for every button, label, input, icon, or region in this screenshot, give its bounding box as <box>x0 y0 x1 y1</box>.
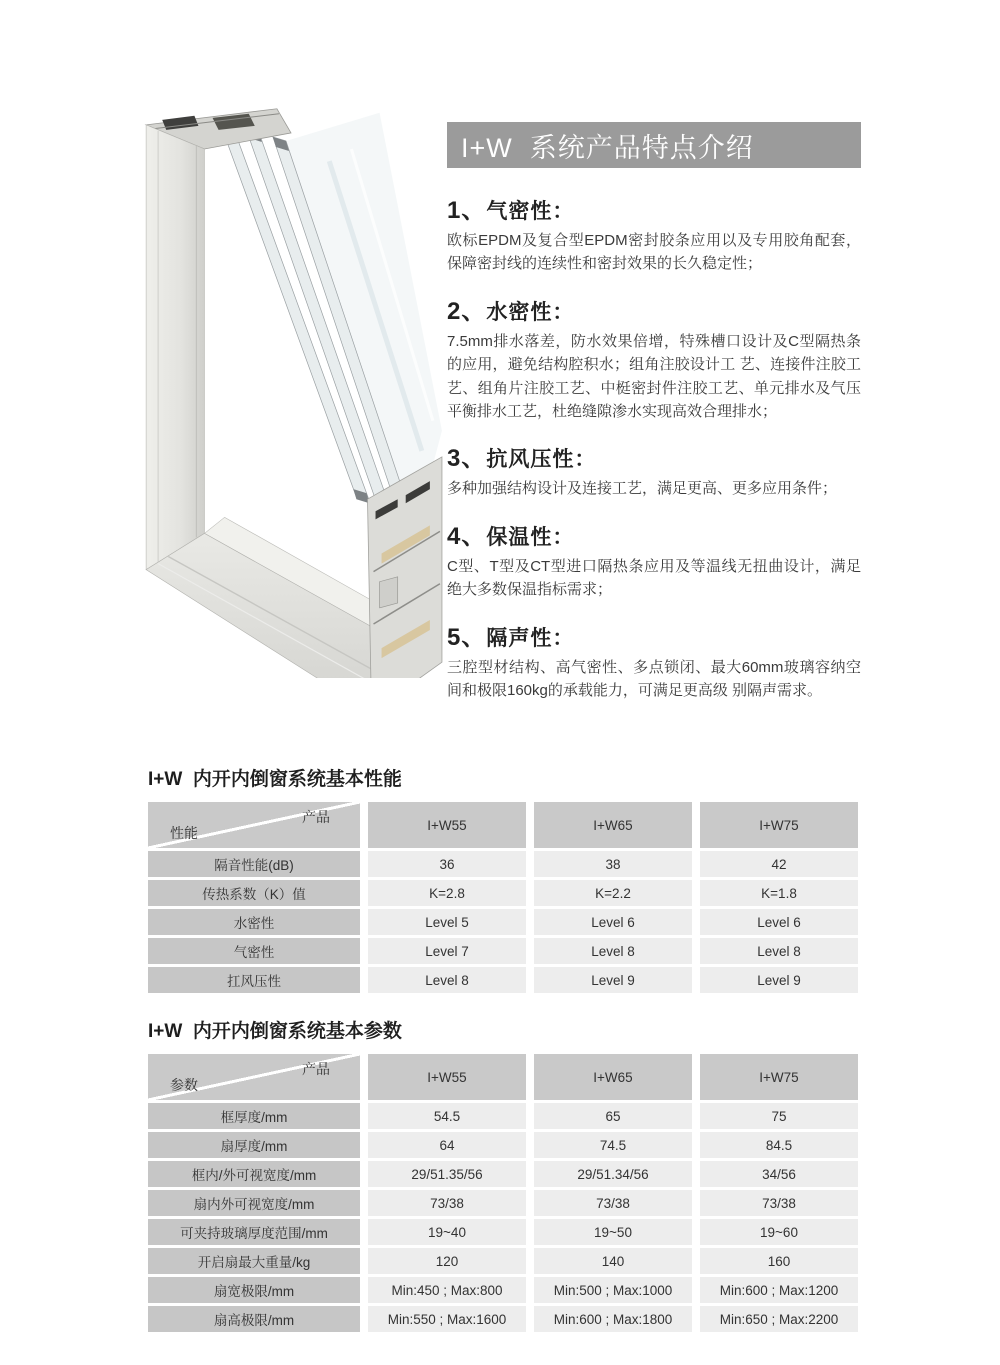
table-cell: Min:650 ; Max:2200 <box>700 1306 858 1332</box>
row-label: 扇厚度/mm <box>148 1132 360 1158</box>
row-label: 扛风压性 <box>148 967 360 993</box>
table-cell: Min:600 ; Max:1800 <box>534 1306 692 1332</box>
row-label: 气密性 <box>148 938 360 964</box>
feature-number: 2、 <box>447 297 487 325</box>
window-profile-image <box>128 98 450 678</box>
feature-heading <box>447 291 861 326</box>
row-label: 框内/外可视宽度/mm <box>148 1161 360 1187</box>
row-label: 水密性 <box>148 909 360 935</box>
feature-item <box>447 190 861 276</box>
table-cell: 120 <box>368 1248 526 1274</box>
feature-body: 7.5mm排水落差，防水效果倍增，特殊槽口设计及C型隔热条的应用，避免结构腔积水；组角注胶设计工 艺、连接件注胶工艺、组角片注胶工艺、中梃密封件注胶工艺、单元排水及气压平衡排水工艺，杜绝缝隙渗水实现高效合理排水； <box>447 332 861 420</box>
window-profile-illustration <box>128 98 450 678</box>
row-label: 扇内外可视宽度/mm <box>148 1190 360 1216</box>
feature-title: 抗风压性： <box>486 448 597 472</box>
table-cell: 140 <box>534 1248 692 1274</box>
feature-number: 5、 <box>447 623 487 651</box>
feature-title: 水密性： <box>486 300 575 324</box>
feature-body: C型、T型及CT型进口隔热条应用及等温线无扭曲设计，满足绝大多数保温指标需求； <box>447 557 861 599</box>
table-cell: 38 <box>534 851 692 877</box>
feature-number: 1、 <box>447 197 487 224</box>
feature-heading <box>447 516 861 551</box>
table-cell: Level 7 <box>368 938 526 964</box>
table-cell: 19~60 <box>700 1219 858 1245</box>
column-header: I+W55 <box>368 1054 526 1100</box>
parameter-table-title: I+W 内开内倒窗系统基本参数 <box>148 1021 402 1042</box>
feature-title: 气密性： <box>486 200 575 223</box>
corner-label-product: 产品 <box>302 1061 330 1077</box>
table-cell: Level 5 <box>368 909 526 935</box>
feature-heading <box>447 438 861 473</box>
corner-header-cell <box>148 802 360 848</box>
parameter-table <box>148 1054 858 1332</box>
column-header: I+W75 <box>700 802 858 848</box>
feature-body: 三腔型材结构、高气密性、多点锁闭、最大60mm玻璃容纳空间和极限160kg的承载能力，可满足更高级 别隔声需求。 <box>447 658 861 699</box>
table-cell: K=1.8 <box>700 880 858 906</box>
column-header: I+W75 <box>700 1054 858 1100</box>
feature-body: 多种加强结构设计及连接工艺，满足更高、更多应用条件； <box>447 480 838 498</box>
table-cell: 73/38 <box>534 1190 692 1216</box>
feature-number: 4、 <box>447 522 487 550</box>
table-cell: 29/51.35/56 <box>368 1161 526 1187</box>
table-cell: Min:550 ; Max:1600 <box>368 1306 526 1332</box>
feature-title: 保温性： <box>486 525 575 549</box>
page-title-bar <box>447 122 861 168</box>
table-cell: 73/38 <box>700 1190 858 1216</box>
table-cell: 75 <box>700 1103 858 1129</box>
table-cell: 19~40 <box>368 1219 526 1245</box>
table-cell: Level 6 <box>700 909 858 935</box>
feature-section <box>447 122 861 717</box>
feature-item <box>447 438 861 500</box>
table-cell: 54.5 <box>368 1103 526 1129</box>
table-cell: K=2.8 <box>368 880 526 906</box>
row-label: 传热系数（K）值 <box>148 880 360 906</box>
table-cell: Level 9 <box>700 967 858 993</box>
feature-title: 隔声性： <box>486 626 575 650</box>
corner-label-product: 产品 <box>302 809 330 825</box>
row-label: 开启扇最大重量/kg <box>148 1248 360 1274</box>
row-label: 框厚度/mm <box>148 1103 360 1129</box>
feature-number: 3、 <box>447 445 487 473</box>
feature-list <box>447 190 861 702</box>
table-cell: 74.5 <box>534 1132 692 1158</box>
table-cell: 73/38 <box>368 1190 526 1216</box>
table-cell: 34/56 <box>700 1161 858 1187</box>
table-cell: Level 8 <box>534 938 692 964</box>
column-header: I+W65 <box>534 1054 692 1100</box>
row-label: 隔音性能(dB) <box>148 851 360 877</box>
corner-label-metric: 参数 <box>170 1077 198 1093</box>
feature-item <box>447 516 861 602</box>
table-cell: 160 <box>700 1248 858 1274</box>
column-header: I+W65 <box>534 802 692 848</box>
feature-item <box>447 617 861 703</box>
column-header: I+W55 <box>368 802 526 848</box>
table-cell: Min:500 ; Max:1000 <box>534 1277 692 1303</box>
table-cell: Level 8 <box>368 967 526 993</box>
feature-item <box>447 291 861 424</box>
table-cell: Level 6 <box>534 909 692 935</box>
feature-heading <box>447 190 861 225</box>
feature-heading <box>447 617 861 652</box>
table-cell: 19~50 <box>534 1219 692 1245</box>
table-cell: 29/51.34/56 <box>534 1161 692 1187</box>
table-cell: Min:600 ; Max:1200 <box>700 1277 858 1303</box>
page-title: I+W 系统产品特点介绍 <box>461 132 754 163</box>
table-cell: 65 <box>534 1103 692 1129</box>
row-label: 扇高极限/mm <box>148 1306 360 1332</box>
corner-header-cell <box>148 1054 360 1100</box>
corner-label-metric: 性能 <box>170 825 198 841</box>
table-cell: 84.5 <box>700 1132 858 1158</box>
table-cell: 36 <box>368 851 526 877</box>
performance-table-section <box>148 764 858 993</box>
table-cell: Min:450 ; Max:800 <box>368 1277 526 1303</box>
table-cell: Level 8 <box>700 938 858 964</box>
parameter-table-section <box>148 1016 858 1332</box>
table-cell: 42 <box>700 851 858 877</box>
row-label: 可夹持玻璃厚度范围/mm <box>148 1219 360 1245</box>
table-cell: 64 <box>368 1132 526 1158</box>
performance-table <box>148 802 858 993</box>
feature-body: 欧标EPDM及复合型EPDM密封胶条应用以及专用胶角配套，保障密封线的连续性和密封效果的长久稳定性； <box>447 232 861 273</box>
row-label: 扇宽极限/mm <box>148 1277 360 1303</box>
performance-table-title: I+W 内开内倒窗系统基本性能 <box>148 769 402 790</box>
table-cell: Level 9 <box>534 967 692 993</box>
table-cell: K=2.2 <box>534 880 692 906</box>
